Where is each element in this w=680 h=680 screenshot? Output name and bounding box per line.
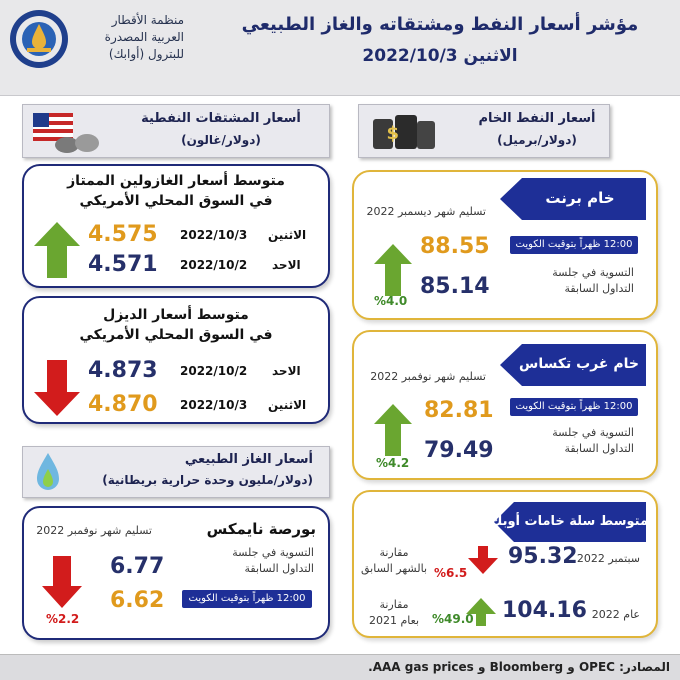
oapec-logo-icon bbox=[8, 8, 70, 70]
diesel-heading: في السوق المحلي الأمريكي bbox=[79, 327, 273, 343]
nymex-settle-line: التسوية في جلسة bbox=[232, 546, 314, 559]
wti-price-current: 82.81 bbox=[424, 398, 494, 423]
footer-bar bbox=[0, 654, 680, 680]
gas-section-unit: (دولار/مليون وحدة حرارية بريطانية) bbox=[102, 473, 313, 487]
brent-delivery: تسليم شهر ديسمبر 2022 bbox=[366, 205, 486, 218]
nymex-time-pill: 12:00 ظهراً بتوقيت الكويت bbox=[182, 590, 312, 608]
gas-section-header bbox=[22, 446, 330, 498]
gasoline-row2-day: الاحد bbox=[272, 258, 301, 272]
org-name-line: العربية المصدرة bbox=[104, 30, 184, 44]
brent-change: %4.0 bbox=[374, 294, 408, 308]
opec-banner-label: متوسط سلة خامات أوبك bbox=[490, 514, 648, 529]
gas-flame-drop-icon bbox=[33, 451, 63, 495]
gasoline-heading: متوسط أسعار الغازولين الممتاز bbox=[67, 173, 285, 189]
opec-cmp-month-line: بالشهر السابق bbox=[360, 562, 428, 575]
diesel-row2-value: 4.870 bbox=[88, 392, 158, 417]
diesel-heading: متوسط أسعار الديزل bbox=[103, 307, 249, 323]
crude-section-title: أسعار النفط الخام bbox=[478, 111, 596, 126]
wti-time-pill: 12:00 ظهراً بتوقيت الكويت bbox=[510, 398, 638, 416]
us-flag-barrels-icon bbox=[31, 109, 101, 155]
opec-sep-label: سبتمبر 2022 bbox=[576, 552, 640, 565]
diesel-row2-date: 2022/10/3 bbox=[180, 398, 248, 412]
gasoline-row2-date: 2022/10/2 bbox=[180, 258, 248, 272]
nymex-down-arrow-icon bbox=[42, 556, 82, 608]
crude-section-header bbox=[358, 104, 610, 158]
diesel-row1-day: الاحد bbox=[272, 364, 301, 378]
brent-price-current: 88.55 bbox=[420, 234, 490, 259]
wti-settle-line: التسوية في جلسة bbox=[552, 426, 634, 439]
brent-up-arrow-icon bbox=[374, 244, 412, 296]
nymex-settle-line: التداول السابقة bbox=[244, 562, 314, 575]
opec-year-label: عام 2022 bbox=[591, 608, 640, 621]
org-name-line: للبترول (أوابك) bbox=[108, 47, 184, 61]
opec-cmp-year-line: مقارنة bbox=[379, 598, 409, 611]
page-title: مؤشر أسعار النفط ومشتقاته والغاز الطبيعي bbox=[241, 14, 639, 35]
nymex-title: بورصة نايمكس bbox=[206, 520, 316, 538]
oil-barrels-icon bbox=[369, 109, 439, 155]
diesel-row1-value: 4.873 bbox=[88, 358, 158, 383]
wti-change: %4.2 bbox=[376, 456, 410, 470]
brent-banner-label: خام برنت bbox=[545, 189, 615, 207]
nymex-price-previous: 6.77 bbox=[110, 554, 165, 579]
gasoline-heading: في السوق المحلي الأمريكي bbox=[79, 193, 273, 209]
svg-text:$: $ bbox=[386, 123, 399, 144]
org-name bbox=[74, 12, 184, 63]
wti-settle-line: التداول السابقة bbox=[564, 442, 634, 455]
header-bar bbox=[0, 0, 680, 96]
diesel-down-arrow-icon bbox=[34, 360, 80, 416]
products-section-unit: (دولار/غالون) bbox=[181, 133, 261, 147]
opec-month-down-arrow-icon bbox=[468, 546, 498, 574]
diesel-row1-date: 2022/10/2 bbox=[180, 364, 248, 378]
gasoline-row2-value: 4.571 bbox=[88, 252, 158, 277]
crude-section-unit: (دولار/برميل) bbox=[497, 133, 577, 147]
opec-sep-value: 95.32 bbox=[508, 544, 578, 569]
brent-settle-line: التسوية في جلسة bbox=[552, 266, 634, 279]
gasoline-row1-day: الاثنين bbox=[268, 228, 307, 242]
brent-price-previous: 85.14 bbox=[420, 274, 490, 299]
gasoline-row1-value: 4.575 bbox=[88, 222, 158, 247]
gas-section-title: أسعار الغاز الطبيعي bbox=[184, 452, 313, 467]
gasoline-up-arrow-icon bbox=[34, 222, 80, 278]
diesel-row2-day: الاثنين bbox=[268, 398, 307, 412]
opec-cmp-month-line: مقارنة bbox=[379, 546, 409, 559]
opec-cmp-month-change: %6.5 bbox=[434, 566, 468, 580]
opec-year-value: 104.16 bbox=[502, 598, 587, 623]
wti-price-previous: 79.49 bbox=[424, 438, 494, 463]
nymex-price-current: 6.62 bbox=[110, 588, 165, 613]
org-name-line: منظمة الأقطار bbox=[111, 13, 184, 27]
brent-settle-line: التداول السابقة bbox=[564, 282, 634, 295]
page-date: الاثنين 2022/10/3 bbox=[362, 46, 518, 66]
brent-time-pill: 12:00 ظهراً بتوقيت الكويت bbox=[510, 236, 638, 254]
wti-banner-label: خام غرب تكساس bbox=[519, 356, 639, 372]
products-section-header bbox=[22, 104, 330, 158]
wti-up-arrow-icon bbox=[374, 404, 412, 456]
sources-text: المصادر: OPEC و Bloomberg و AAA gas prices. bbox=[368, 660, 670, 674]
gasoline-row1-date: 2022/10/3 bbox=[180, 228, 248, 242]
wti-delivery: تسليم شهر نوفمبر 2022 bbox=[370, 370, 486, 383]
nymex-delivery: تسليم شهر نوفمبر 2022 bbox=[36, 524, 152, 537]
products-section-title: أسعار المشتقات النفطية bbox=[141, 111, 301, 126]
nymex-change: %2.2 bbox=[46, 612, 80, 626]
opec-cmp-year-line: بعام 2021 bbox=[368, 614, 420, 627]
opec-cmp-year-change: %49.0 bbox=[432, 612, 474, 626]
